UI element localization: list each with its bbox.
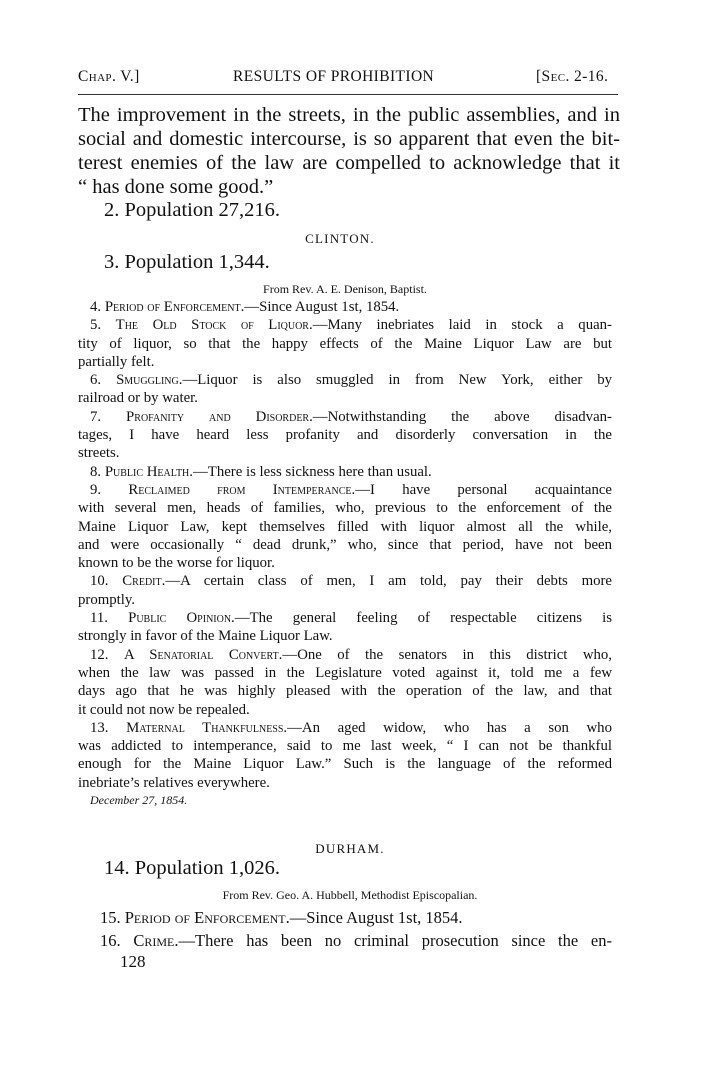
clinton-items <box>78 298 612 808</box>
header-rule <box>78 94 618 95</box>
item-heading: The Old Stock of Liquor. <box>115 317 313 334</box>
population-entry-2: 2. Population 27,216. <box>104 199 280 221</box>
section-heading-clinton: CLINTON. <box>305 231 375 246</box>
population-entry-14: 14. Population 1,026. <box>104 857 280 879</box>
source-attribution-durham: From Rev. Geo. A. Hubbell, Methodist Episcopalian. <box>222 888 478 902</box>
intro-line: “ has done some good.” <box>78 176 274 198</box>
clinton-item-12: 12. A Senatorial Convert.—One of the senators in this district who, when the law was passed in the Legislature voted against it, told me a few days ago that he was highly pleased with the operation of the law, and that it could not now be repealed. <box>78 646 612 718</box>
durham-item-16: 16. Crime.—There has been no criminal prosecution since the en- <box>100 931 613 950</box>
clinton-item-13: 13. Maternal Thankfulness.—An aged widow, who has a son who was addicted to intemperance, said to me last week, “ I can not be thankful enough for the Maine Liquor Law.” Such is the language of the reformed inebriate’s relatives everywhere. <box>78 719 612 791</box>
item-heading: Public Health. <box>104 463 193 480</box>
clinton-item-9: 9. Reclaimed from Intemperance.—I have personal acquaintance with several men, heads of families, who, previous to the enforcement of the Maine Liquor Law, kept themselves filled with liquor almost all the while, and were occasionally “ dead drunk,” who, since that period, have not been known to be the worse for liquor. <box>78 481 612 572</box>
item-heading: Profanity and Disorder. <box>126 408 313 425</box>
section-heading-durham: DURHAM. <box>315 841 385 856</box>
population-entry-3: 3. Population 1,344. <box>104 251 270 273</box>
letter-date: December 27, 1854. <box>90 793 188 808</box>
item-heading: Reclaimed from Intemperance. <box>128 481 356 498</box>
item-heading: Period of Enforcement. <box>124 908 290 927</box>
durham-item-15: 15. Period of Enforcement.—Since August 1st, 1854. <box>100 908 463 927</box>
intro-line: social and domestic intercourse, is so apparent that even the bit- <box>78 128 620 150</box>
clinton-item-4: 4. Period of Enforcement.—Since August 1st, 1854. <box>90 299 400 315</box>
running-header-chapter: Chap. V.] <box>78 68 140 85</box>
source-attribution-clinton: From Rev. A. E. Denison, Baptist. <box>263 282 427 296</box>
item-heading: Public Opinion. <box>128 610 235 627</box>
durham-items <box>78 906 612 952</box>
item-heading: Crime. <box>133 931 179 950</box>
item-heading: Smuggling. <box>116 372 183 389</box>
clinton-item-11: 11. Public Opinion.—The general feeling of respectable citizens is strongly in favor of the Maine Liquor Law. <box>78 610 612 645</box>
clinton-item-10: 10. Credit.—A certain class of men, I am told, pay their debts more promptly. <box>78 573 612 608</box>
running-header-title: RESULTS OF PROHIBITION <box>233 68 435 85</box>
intro-line: terest enemies of the law are compelled to acknowledge that it <box>78 152 620 174</box>
clinton-item-6: 6. Smuggling.—Liquor is also smuggled in from New York, either by railroad or by water. <box>78 372 612 407</box>
item-heading: Credit. <box>122 573 166 590</box>
clinton-item-7: 7. Profanity and Disorder.—Notwithstanding the above disadvan- tages, I have heard less profanity and disorderly conversation in the streets. <box>78 408 612 462</box>
item-heading: Period of Enforcement. <box>104 299 245 315</box>
item-heading: A Senatorial Convert. <box>123 646 283 663</box>
intro-line: The improvement in the streets, in the public assemblies, and in <box>78 104 620 126</box>
running-header-section: [Sec. 2-16. <box>536 68 609 85</box>
page-number: 128 <box>120 952 146 971</box>
intro-paragraph <box>78 103 620 199</box>
clinton-item-8: 8. Public Health.—There is less sickness here than usual. <box>90 463 432 480</box>
item-heading: Maternal Thankfulness. <box>126 719 288 736</box>
clinton-item-5: 5. The Old Stock of Liquor.—Many inebriates laid in stock a quan- tity of liquor, so that the happy effects of the Maine Liquor Law are but partially felt. <box>78 317 612 370</box>
